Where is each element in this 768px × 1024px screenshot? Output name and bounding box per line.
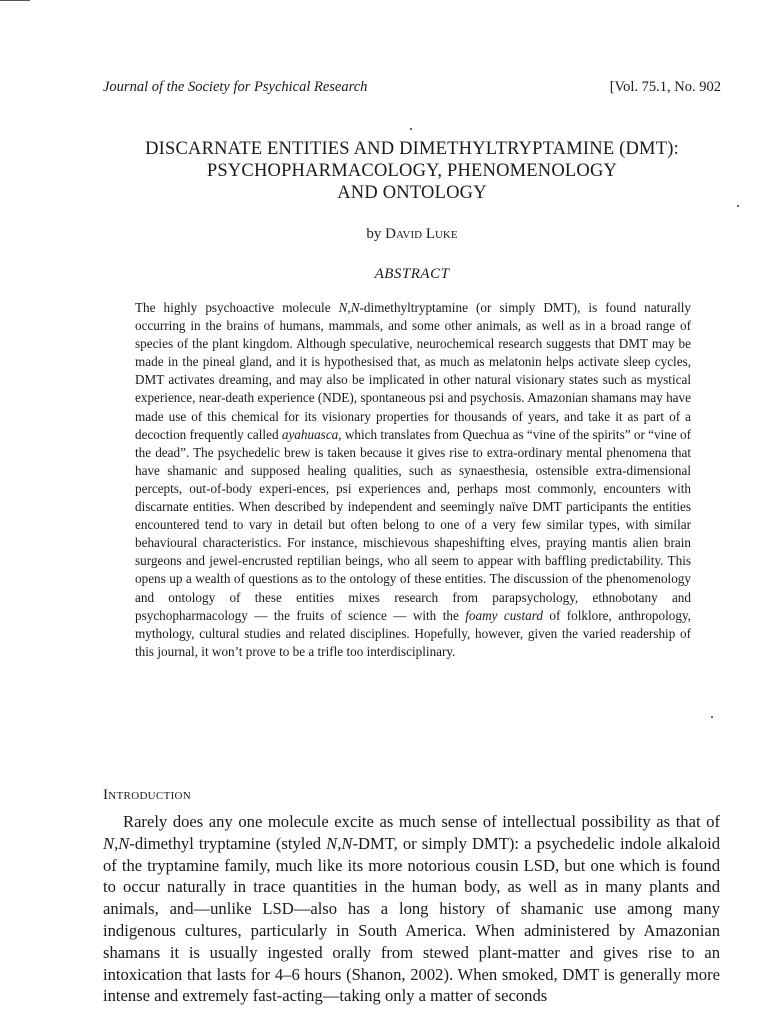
- author-prefix: by: [366, 226, 382, 242]
- journal-name: Journal of the Society for Psychical Research: [103, 79, 368, 95]
- page-corner-mark: [0, 0, 30, 1]
- introduction-heading: Introduction: [103, 787, 192, 803]
- running-header: [103, 79, 721, 96]
- abstract-paragraph: The highly psychoactive molecule N,N-dimethyltryptamine (or simply DMT), is found naturally occurring in the brains of humans, mammals, and some other animals, as well as in a broad range of species of the plant kingdom. Although speculative, neurochemical research suggests that DMT may be made in the pineal gland, and it is hypothesised that, as much as melatonin helps activate sleep cycles, DMT activates dreaming, and may also be implicated in other natural visionary states such as mystical experience, near-death experience (NDE), spontaneous psi and psychosis. Amazonian shamans may have made use of this chemical for its visionary properties for thousands of years, and take it as part of a decoction frequently called ayahuasca, which translates from Quechua as “vine of the spirits” or “vine of the dead”. The psychedelic brew is taken because it gives rise to extra-ordinary mental phenomena that have shamanic and supposed healing qualities, such as synaesthesia, ostensible extra-dimensional percepts, out-of-body experi-ences, psi experiences and, perhaps most commonly, encounters with discarnate entities. When described by independent and seemingly naïve DMT participants the entities encountered tend to vary in detail but often belong to one of a very few similar types, with similar behavioural characteristics. For instance, mischievous shapeshifting elves, praying mantis alien brain surgeons and jewel-encrusted reptilian beings, who all seem to appear with baffling predictability. This opens up a wealth of questions as to the ontology of these entities. The discussion of the phenomenology and ontology of these entities mixes research from parapsychology, ethnobotany and psychopharmacology — the fruits of science — with the foamy custard of folklore, anthropology, mythology, cultural studies and related disciplines. Hopefully, however, given the varied readership of this journal, it won’t prove to be a trifle too interdisciplinary.: [135, 300, 692, 659]
- introduction-body: [103, 811, 720, 1007]
- article-title: [103, 138, 721, 204]
- volume-number: [Vol. 75.1, No. 902: [609, 79, 721, 95]
- scan-speck: [737, 205, 739, 207]
- author-line: [103, 226, 721, 243]
- author-name: David Luke: [385, 226, 458, 242]
- title-line-1: DISCARNATE ENTITIES AND DIMETHYLTRYPTAMINE (DMT):: [145, 139, 679, 159]
- scan-speck: [711, 716, 713, 718]
- title-line-2: PSYCHOPHARMACOLOGY, PHENOMENOLOGY: [206, 161, 618, 181]
- abstract-heading: ABSTRACT: [374, 266, 450, 282]
- introduction-paragraph: Rarely does any one molecule excite as much sense of intellectual possibility as that of N,N-dimethyl tryptamine (styled N,N-DMT, or simply DMT): a psychedelic indole alkaloid of the tryptamine family, much like its more notorious cousin LSD, but one which is found to occur naturally in trace quantities in the human body, as well as in many plants and animals, and—unlike LSD—also has a long history of shamanic use among many indigenous cultures, particularly in South America. When administered by Amazonian shamans it is usually ingested orally from stewed plant-matter and gives rise to an intoxication that lasts for 4–6 hours (Shanon, 2002). When smoked, DMT is generally more intense and extremely fast-acting—taking only a matter of seconds: [103, 812, 720, 1006]
- scan-speck: [410, 128, 412, 130]
- abstract-body: [135, 299, 691, 661]
- title-line-3: AND ONTOLOGY: [337, 183, 487, 203]
